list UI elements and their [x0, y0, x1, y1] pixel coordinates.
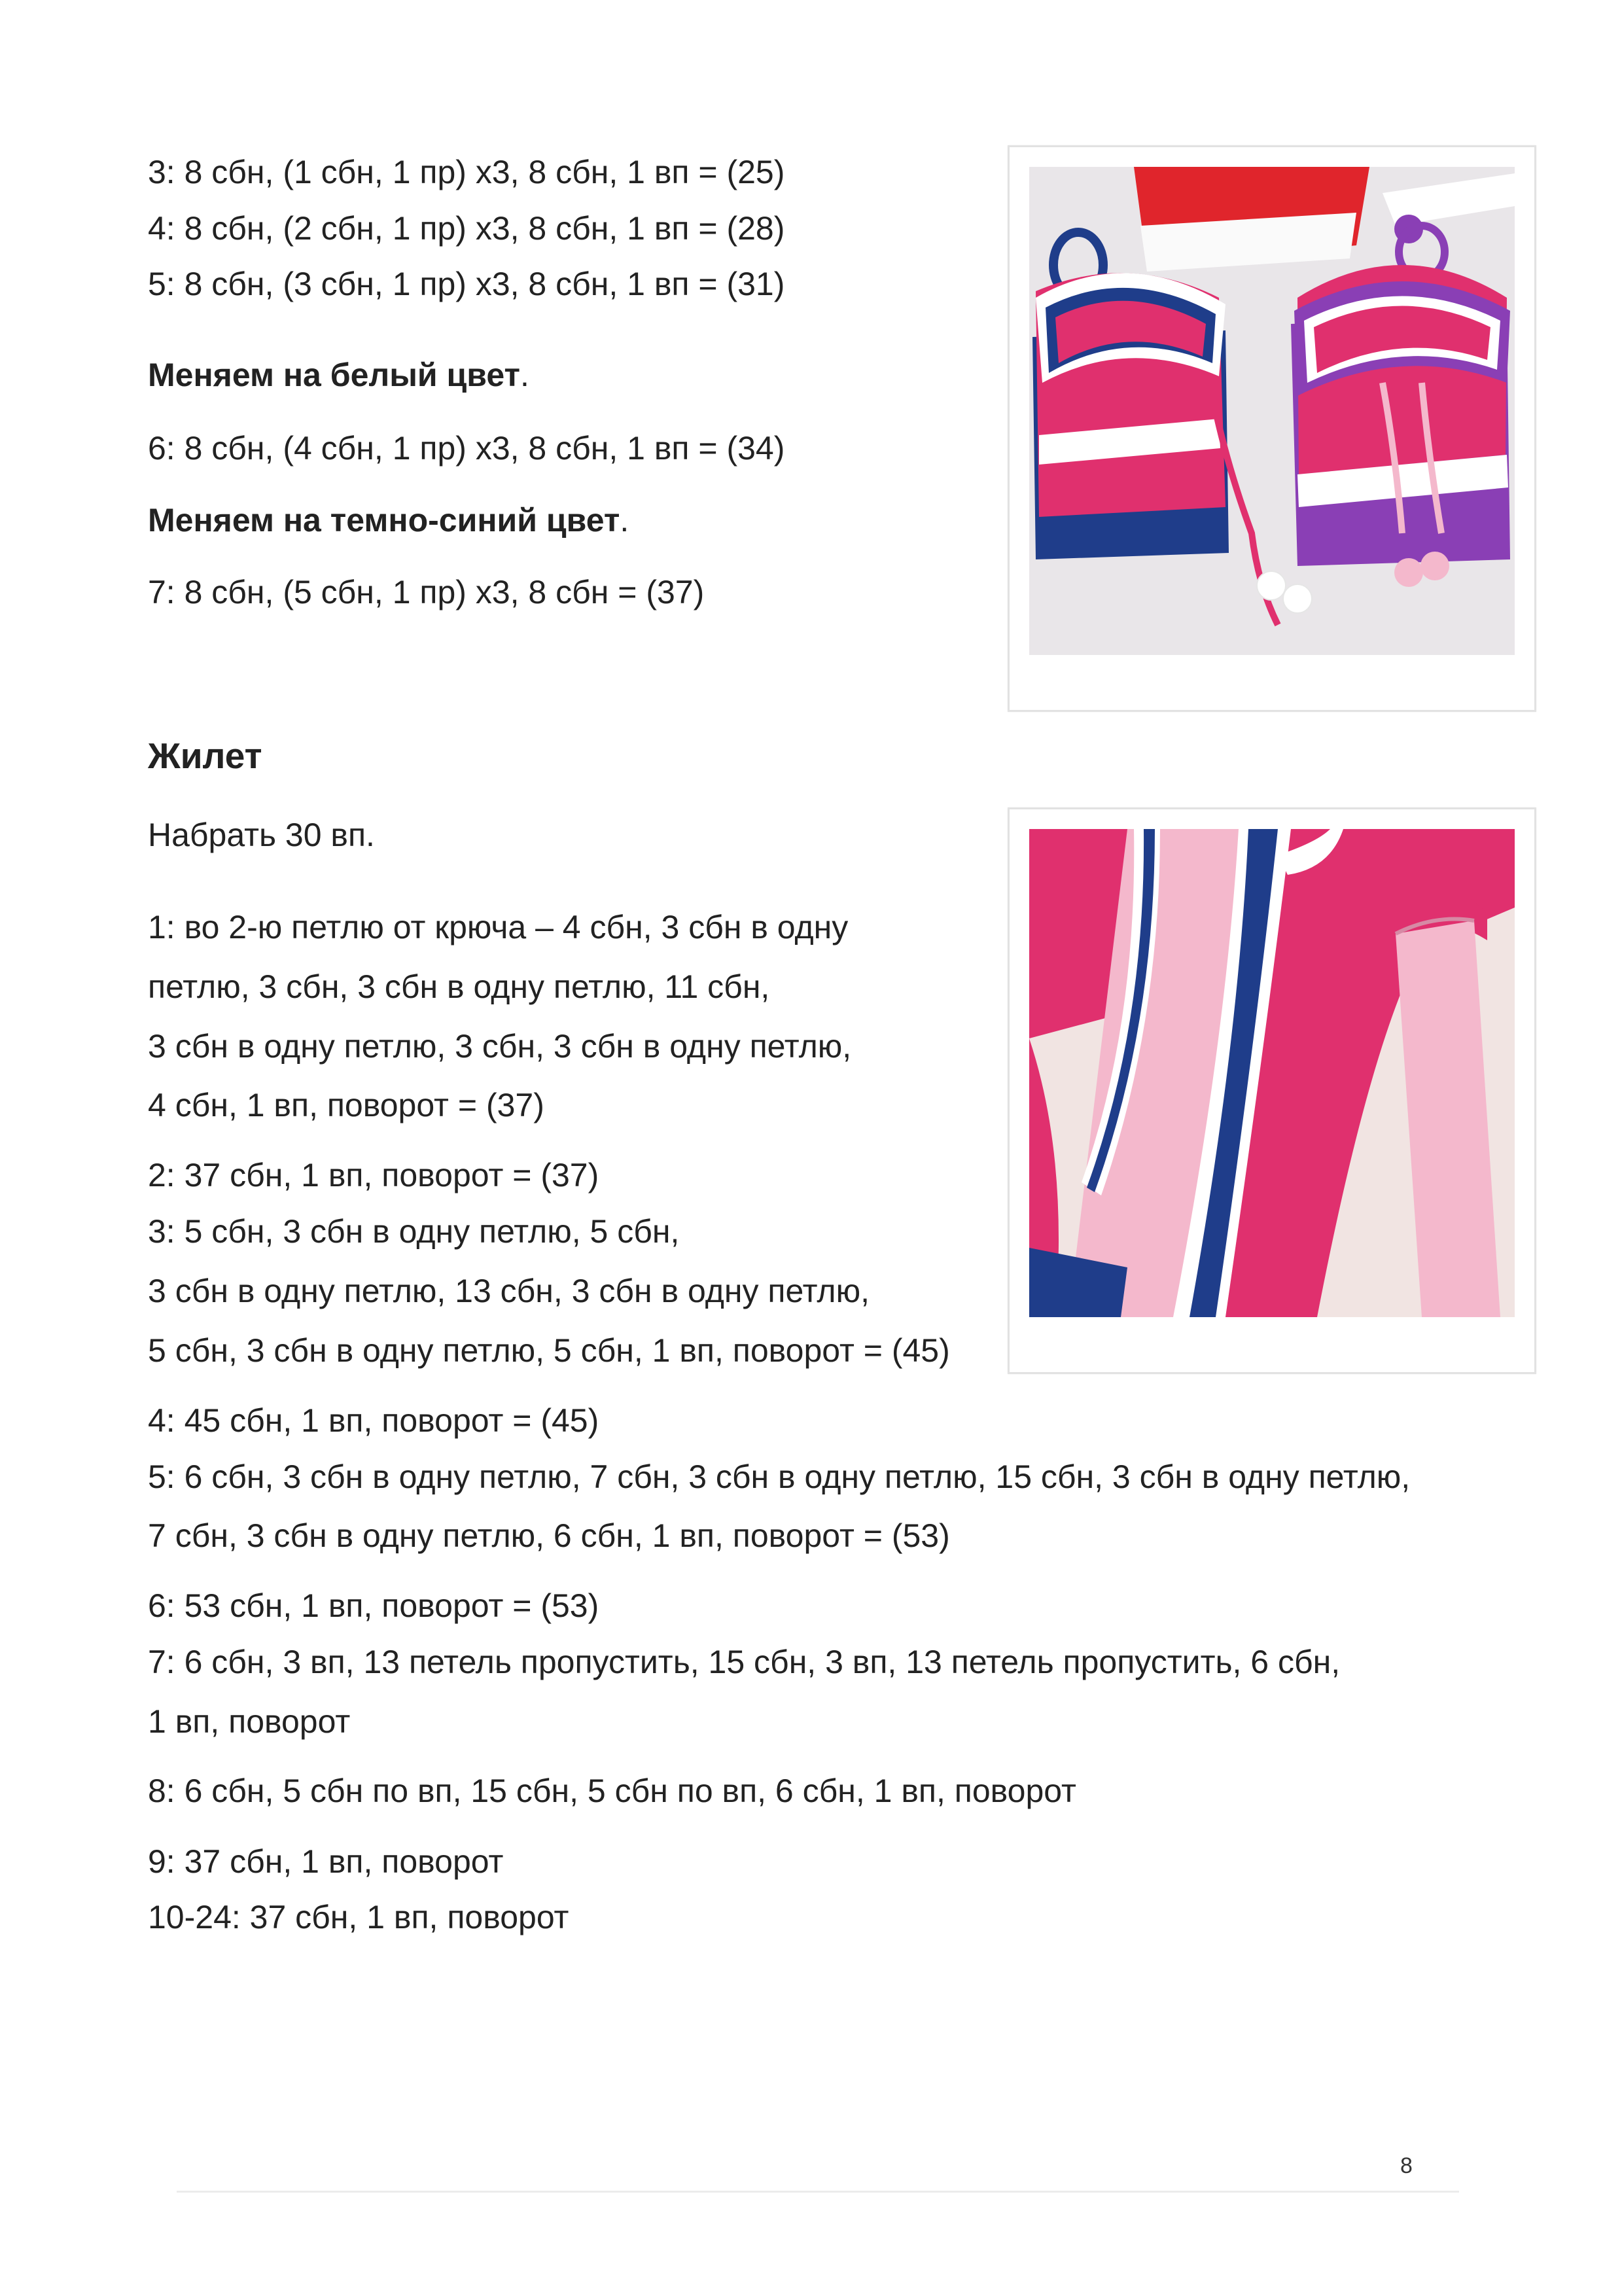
vest-row-1-line-2: петлю, 3 сбн, 3 сбн в одну петлю, 11 сбн,: [148, 968, 770, 1005]
color-change-navy-punct: .: [620, 502, 629, 539]
vest-photo: [1008, 807, 1536, 1374]
footer-divider: [177, 2191, 1459, 2193]
vest-row-1-line-4: 4 сбн, 1 вп, поворот = (37): [148, 1087, 544, 1123]
vest-row-5-line-1: 5: 6 сбн, 3 сбн в одну петлю, 7 сбн, 3 сбн в одну петлю, 15 сбн, 3 сбн в одну петлю,: [148, 1458, 1411, 1495]
vest-row-2: 2: 37 сбн, 1 вп, поворот = (37): [148, 1157, 599, 1193]
vest-row-1-line-1: 1: во 2-ю петлю от крюча – 4 сбн, 3 сбн в одну: [148, 909, 849, 945]
backpack-photo: [1008, 145, 1536, 712]
vest-row-7-line-2: 1 вп, поворот: [148, 1703, 351, 1740]
vest-row-5-line-2: 7 сбн, 3 сбн в одну петлю, 6 сбн, 1 вп, поворот = (53): [148, 1517, 950, 1554]
vest-row-3-line-3: 5 сбн, 3 сбн в одну петлю, 5 сбн, 1 вп, поворот = (45): [148, 1332, 950, 1369]
vest-row-9: 9: 37 сбн, 1 вп, поворот: [148, 1843, 504, 1880]
vest-row-3-line-1: 3: 5 сбн, 3 сбн в одну петлю, 5 сбн,: [148, 1213, 680, 1250]
color-change-navy: [148, 501, 629, 540]
color-change-navy-label: Меняем на темно-синий цвет: [148, 502, 620, 539]
vest-row-3-line-2: 3 сбн в одну петлю, 13 сбн, 3 сбн в одну петлю,: [148, 1273, 870, 1309]
vest-row-7-line-1: 7: 6 сбн, 3 вп, 13 петель пропустить, 15 сбн, 3 вп, 13 петель пропустить, 6 сбн,: [148, 1644, 1341, 1680]
vest-cast-on: Набрать 30 вп.: [148, 817, 375, 853]
vest-title: Жилет: [148, 735, 262, 776]
vest-row-1-line-3: 3 сбн в одну петлю, 3 сбн, 3 сбн в одну петлю,: [148, 1028, 852, 1065]
color-change-white-punct: .: [520, 357, 529, 393]
crochet-backpacks-photo-icon: [1029, 167, 1515, 655]
page-number: 8: [1400, 2153, 1413, 2178]
backpack-row-7: 7: 8 сбн, (5 сбн, 1 пр) х3, 8 сбн = (37): [148, 574, 705, 610]
crochet-vest-photo-icon: [1029, 829, 1515, 1317]
color-change-white-label: Меняем на белый цвет: [148, 357, 520, 393]
vest-row-10-24: 10-24: 37 сбн, 1 вп, поворот: [148, 1899, 569, 1935]
color-change-white: [148, 355, 529, 395]
backpack-row-3: 3: 8 сбн, (1 сбн, 1 пр) х3, 8 сбн, 1 вп = (25): [148, 154, 785, 190]
backpack-row-6: 6: 8 сбн, (4 сбн, 1 пр) х3, 8 сбн, 1 вп = (34): [148, 430, 785, 467]
vest-row-8: 8: 6 сбн, 5 сбн по вп, 15 сбн, 5 сбн по вп, 6 сбн, 1 вп, поворот: [148, 1773, 1076, 1809]
vest-row-6: 6: 53 сбн, 1 вп, поворот = (53): [148, 1587, 599, 1624]
backpack-row-5: 5: 8 сбн, (3 сбн, 1 пр) х3, 8 сбн, 1 вп = (31): [148, 266, 785, 302]
vest-row-4: 4: 45 сбн, 1 вп, поворот = (45): [148, 1402, 599, 1439]
backpack-row-4: 4: 8 сбн, (2 сбн, 1 пр) х3, 8 сбн, 1 вп = (28): [148, 210, 785, 247]
